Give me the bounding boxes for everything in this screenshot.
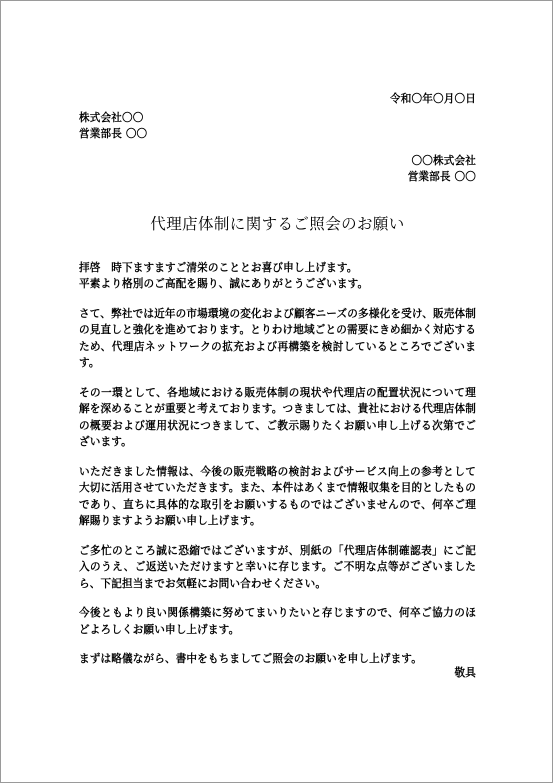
paragraph-background: さて、弊社では近年の市場環境の変化および顧客ニーズの多様化を受け、販売体制の見直しと強化を進めております。とりわけ地域ごとの需要にきめ細かく対応するため、代理店ネットワークの拡充および再構築を検討しているところでございます。 (79, 307, 476, 369)
paragraph-cooperation: 今後ともより良い関係構築に努めてまいりたいと存じますので、何卒ご協力のほどよろしくお願い申し上げます。 (79, 607, 476, 636)
letter-date: 令和〇年〇月〇日 (390, 93, 476, 105)
recipient-person: 営業部長 〇〇 (79, 128, 148, 140)
greeting-thanks: 平素より格別のご高配を賜り、誠にありがとうございます。 (79, 278, 369, 290)
paragraph-request: その一環として、各地域における販売体制の現状や代理店の配置状況について理解を深めることが重要と考えております。つきましては、貴社における代理店体制の概要および運用状況につきまして、ご教示賜りたくお願い申し上げる次第でございます。 (79, 386, 476, 448)
paragraph-form: ご多忙のところ誠に恐縮ではございますが、別紙の「代理店体制確認表」にご記入のうえ、ご返送いただけますと幸いに存じます。ご不明な点等がございましたら、下記担当までお気軽にお問い合わせください。 (79, 544, 476, 590)
recipient-block (79, 110, 476, 143)
recipient-company: 株式会社〇〇 (79, 111, 144, 124)
letter-title: 代理店体制に関するご照会のお願い (150, 214, 405, 233)
sender-person: 営業部長 〇〇 (407, 171, 476, 183)
paragraph-usage: いただきました情報は、今後の販売戦略の検討およびサービス向上の参考として大切に活用させていただきます。また、本件はあくまで情報収集を目的としたものであり、直ちに具体的な取引をお願いするものではございませんので、何卒ご理解賜りますようお願い申し上げます。 (79, 465, 476, 527)
sender-block (79, 153, 476, 186)
paragraph-closing-remark: まずは略儀ながら、書中をもちましてご照会のお願いを申し上げます。 (79, 653, 422, 665)
greeting-line: 拝啓 時下ますますご清栄のこととお喜び申し上げます。 (79, 261, 358, 274)
letter-body (79, 91, 476, 681)
closing-word: 敬具 (454, 666, 476, 679)
sender-company: 〇〇株式会社 (411, 154, 476, 167)
